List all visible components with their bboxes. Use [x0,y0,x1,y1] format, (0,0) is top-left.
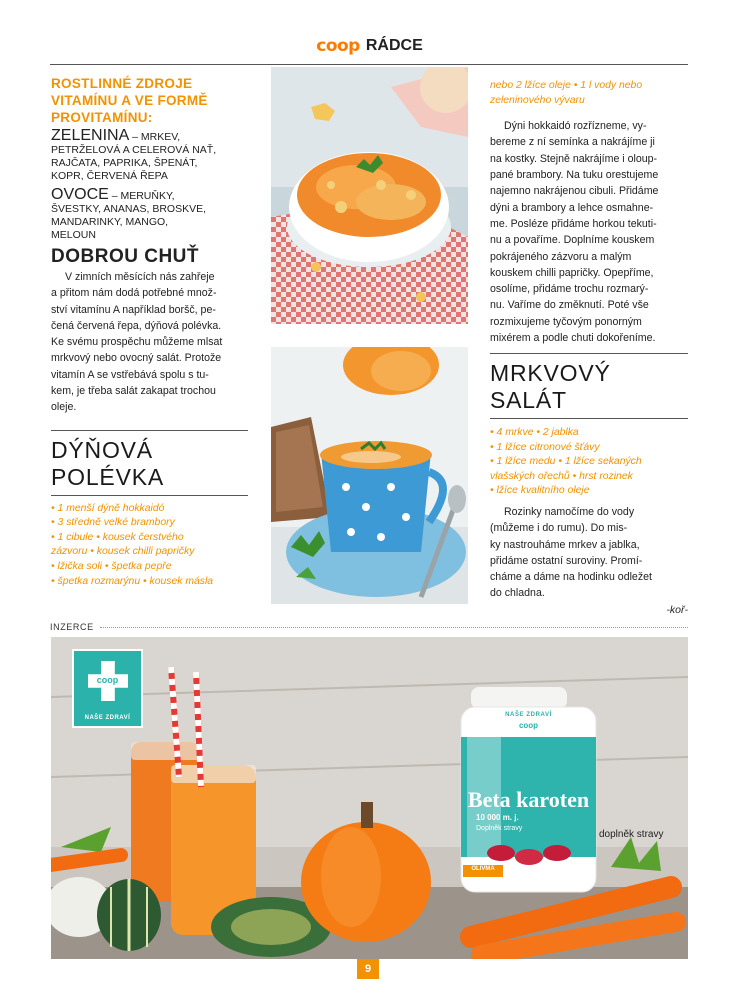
page-header [0,36,739,56]
header-divider [50,64,688,65]
page-number: 9 [357,959,379,979]
salad-title-underline [490,418,688,419]
bottle-coop-logo: coop [518,721,539,730]
left-column [51,75,248,589]
salad-ingredients: • 4 mrkve • 2 jablka • 1 lžíce citronové šťávy • 1 lžíce medu • 1 lžíce sekaných vlašských ořechů • hrst rozinek • lžíce kvalitního oleje [490,427,642,497]
right-column-bottom [490,353,688,616]
salad-title: MRKVOVÝ SALÁT [490,360,611,413]
product-name: Beta karoten [467,787,590,812]
soup-title: DÝŇOVÁ POLÉVKA [51,436,164,490]
badge-text: NAŠE ZDRAVÍ [84,715,131,721]
vegetables-list: ZELENINA – MRKEV, PETRŽELOVÁ A CELEROVÁ NAŤ, RAJČATA, PAPRIKA, ŠPENÁT, KOPR, ČERVENÁ ŘEPA [51,127,217,182]
badge-coop-logo: coop [96,675,119,685]
soup-title-underline [51,495,248,496]
soup-ingredients: • 1 menší dýně hokkaidó • 3 středně velké brambory • 1 cibule • kousek čerstvého zázvoru • kousek chilli papričky • lžička soli • špetka pepře • špetka rozmarýnu • kousek másla [51,502,214,587]
advert-label-row [50,622,688,632]
coop-logo: coop [316,36,360,56]
soup-method: Dýni hokkaidó rozřízneme, vy- bereme z ní semínka a nakrájíme ji na kostky. Stejně nakrájíme i oloup- pané brambory. Na tuku orestujeme najemno nakrájenou cibuli. Přidáme dýni a brambory a lehce osmahne- me. Posléze přidáme horkou tekuti- nu a povaříme. Doplníme kouskem pokrájeného zázvoru a malým kouskem chilli papričky. Opepříme, osolíme, přidáme trochu rozmarý- nu. Vaříme do změknutí. Poté vše rozmixujeme tyčovým ponorným mixérem a podle chuti dokořeníme. [490,120,659,345]
advert-caption: doplněk stravy [599,829,664,840]
advert-label: INZERCE [50,622,94,632]
bottle-tag: OLIVMA [471,866,495,872]
soup-divider [51,430,248,431]
beta-karoten-advert[interactable] [51,637,688,959]
nase-zdravi-badge [72,649,143,728]
salad-divider [490,353,688,354]
fruit-list: OVOCE – MERUŇKY, ŠVESTKY, ANANAS, BROSKVE, MANDARINKY, MANGO, MELOUN [51,186,207,241]
dobrou-chut-text: V zimních měsících nás zahřeje a přitom nám dodá potřebné množ- ství vitamínu A například boršč, pe- čená červená řepa, dýňová polévka. Ke svému prospěchu můžeme mlsat mrkvový nebo ovocný salát. Protože vitamín A se vstřebává spolu s tu- kem, je třeba salát zakapat trochou oleje. [51,271,223,414]
section-title: RÁDCE [365,37,423,54]
bottle-subtitle: Doplněk stravy [476,825,523,832]
carrot-salad-photo [271,67,468,324]
pumpkin-soup-photo [271,347,468,604]
dotted-divider [100,627,688,628]
bottle-brand: NAŠE ZDRAVÍ [505,712,552,718]
sources-heading: ROSTLINNÉ ZDROJE VITAMÍNU A VE FORMĚ PROVITAMÍNU: [51,76,208,125]
product-dose: 10 000 m. j. [476,813,519,822]
carrot-salad-illustration [271,67,468,324]
soup-ingredients-continued: nebo 2 lžíce oleje • 1 l vody nebo zeleninového vývaru [490,80,643,106]
salad-method: Rozinky namočíme do vody (můžeme i do rumu). Do mis- ky nastrouháme mrkev a jablka, přidáme ostatní suroviny. Promí- cháme a dáme na hodinku odležet do chladna. [490,505,652,600]
pumpkin-soup-illustration [271,347,468,604]
right-column-top [490,79,688,346]
dobrou-chut-heading: DOBROU CHUŤ [51,246,199,267]
author-signature: -koř- [666,603,688,616]
